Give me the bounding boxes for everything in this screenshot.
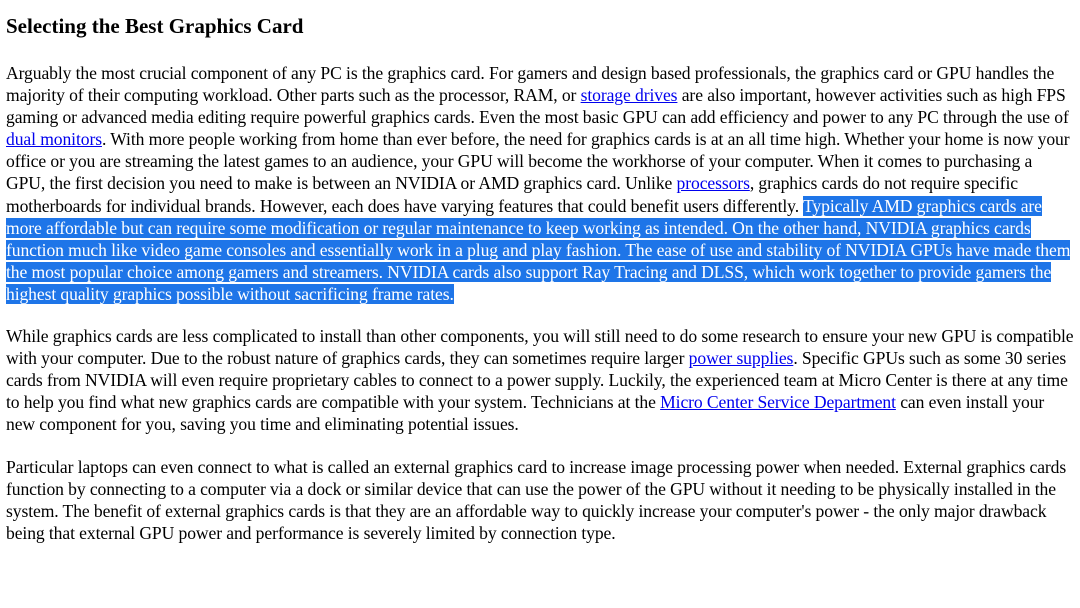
paragraph-text: . Specific GPUs such as some 30 series cards from NVIDIA will even require proprietary cables to connect to a power supply. Luckily, the experienced team at Micro Center is there at any time to help you find what new graphics cards are compatible with your system. Technicians at the bbox=[6, 348, 1068, 413]
storage-drives-link[interactable]: storage drives bbox=[580, 85, 678, 106]
page-title: Selecting the Best Graphics Card bbox=[6, 14, 304, 38]
dual-monitors-link[interactable]: dual monitors bbox=[6, 129, 102, 150]
article-content bbox=[6, 12, 1074, 544]
power-supplies-link[interactable]: power supplies bbox=[688, 348, 794, 369]
service-department-link[interactable]: Micro Center Service Department bbox=[660, 392, 896, 413]
paragraph-text: are also important, however activities such as high FPS gaming or advanced media editing require powerful graphics cards. Even the most basic GPU can add efficiency and power to any PC through the use of bbox=[6, 85, 1069, 128]
processors-link[interactable]: processors bbox=[676, 173, 750, 194]
paragraph-text: , graphics cards do not require specific motherboards for individual brands. However, each does have varying features that could benefit users differently. bbox=[6, 173, 1018, 216]
paragraph-text: can even install your new component for you, saving you time and eliminating potential issues. bbox=[6, 392, 1045, 435]
paragraph-text: . With more people working from home than ever before, the need for graphics cards is at an all time high. Whether your home is now your office or you are streaming the latest games to an audience, your GPU will become the workhorse of your computer. When it comes to purchasing a GPU, the first decision you need to make is between an NVIDIA or AMD graphics card. Unlike bbox=[6, 129, 1070, 194]
paragraph-text: Arguably the most crucial component of any PC is the graphics card. For gamers and design based professionals, the graphics card or GPU handles the majority of their computing workload. Other parts such as the processor, RAM, or bbox=[6, 63, 1055, 106]
paragraph-installation bbox=[6, 325, 1074, 435]
paragraph-external-gpu bbox=[6, 456, 1074, 544]
paragraph-text: While graphics cards are less complicated to install than other components, you will still need to do some research to ensure your new GPU is compatible with your computer. Due to the robust nature of graphics cards, they can sometimes require larger bbox=[6, 326, 1074, 369]
paragraph-gpu-overview bbox=[6, 62, 1074, 305]
paragraph-text: Particular laptops can even connect to what is called an external graphics card to increase image processing power when needed. External graphics cards function by connecting to a computer via a dock or similar device that can use the power of the GPU without it needing to be physically installed in the system. The benefit of external graphics cards is that they are an affordable way to quickly increase your computer's power - the only major drawback being that external GPU power and performance is severely limited by connection type. bbox=[6, 456, 1067, 543]
selected-text-highlight[interactable]: Typically AMD graphics cards are more affordable but can require some modification or regular maintenance to keep working as intended. On the other hand, NVIDIA graphics cards function much like video game consoles and essentially work in a plug and play fashion. The ease of use and stability of NVIDIA GPUs have made them the most popular choice among gamers and streamers. NVIDIA cards also support Ray Tracing and DLSS, which work together to provide gamers the highest quality graphics possible without sacrificing frame rates. bbox=[6, 195, 1071, 304]
